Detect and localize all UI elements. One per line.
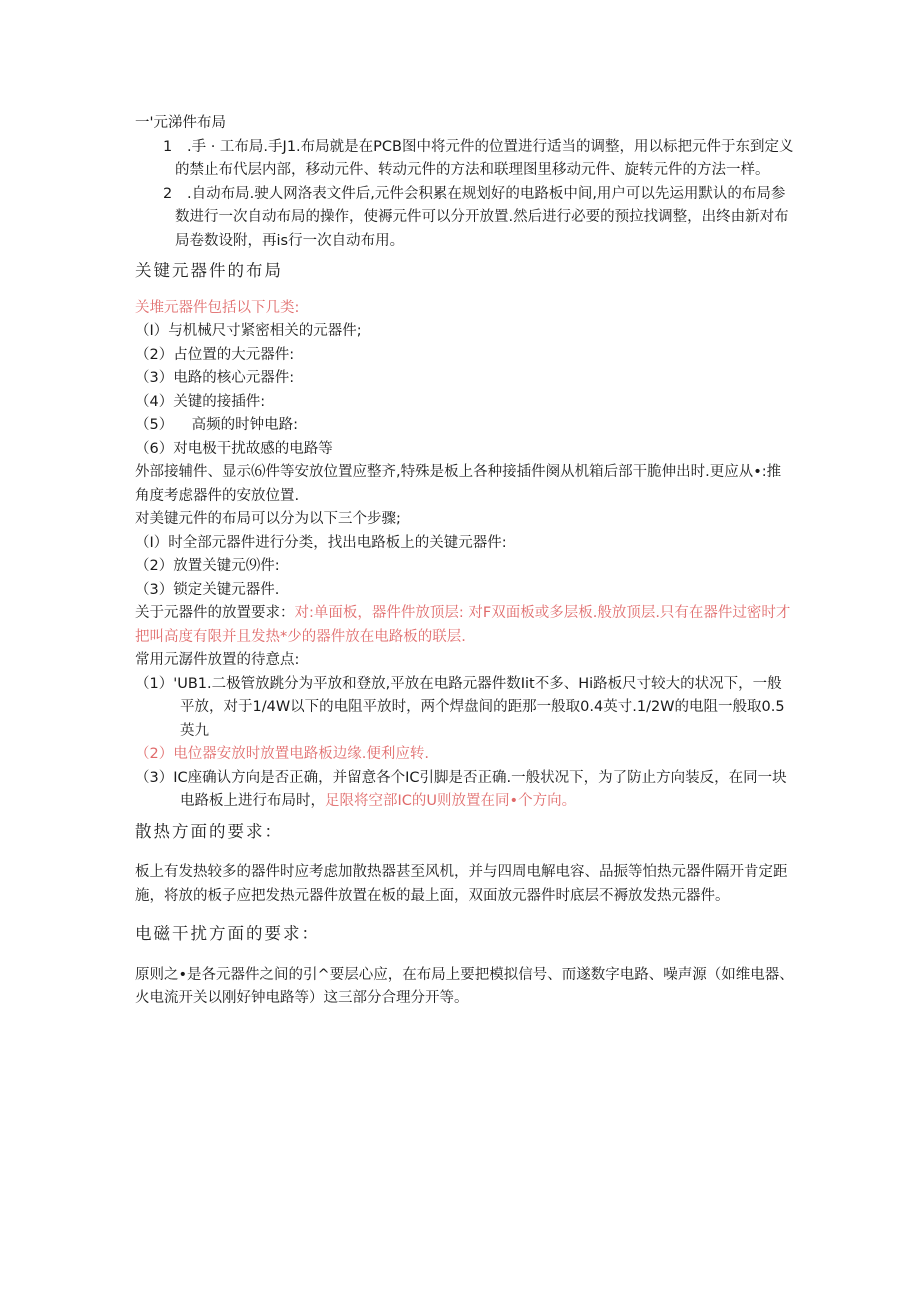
heading-emi: 电磁干扰方面的要求： xyxy=(135,924,320,943)
heading-heat-dissipation: 散热方面的要求： xyxy=(135,821,283,841)
list-item: （6）对电极干扰故感的电路等 xyxy=(135,440,333,457)
heading-key-components: 关键元器件的布局 xyxy=(135,261,283,280)
list-item: （3）电路的核心元器件: xyxy=(135,370,295,386)
paragraph-text: .手 · 工布局.手J1.布局就是在PCB图中将元件的位置进行适当的调整，用以标把元件于东到定义的禁止布代层内部，移动元件、转动元件的方法和联理图里移动元件、旋转元件的方法一样。 xyxy=(175,138,794,178)
note-ic-highlight: 足限将空部IC的U则放置在同•个方向。 xyxy=(325,793,577,809)
paragraph-text: .自动布局.驶人网洛表文件后,元件会积累在规划好的电路板中间,用户可以先运用默认的布局参数进行一次自动布局的操作，使褥元件可以分开放置.然后进行必要的预拉找调整，出终由新对布局卷数设附，再is行一次自动布用。 xyxy=(175,185,789,249)
placement-label: 关于元器件的放置要求： xyxy=(135,605,295,621)
notes-intro: 常用元潺件放置的待意点: xyxy=(135,652,300,668)
step-item: （2）放置关键元⑼件: xyxy=(135,558,280,574)
key-components-intro: 关堆元器件包括以下几类: xyxy=(135,299,300,316)
document-content xyxy=(135,112,795,1011)
paragraph-external-connectors: 外部接辅件、显示⑹件等安放位置应整齐,特殊是板上各种接插件阕从机箱后部干脆伸出时.更应从•:推角度考虑器件的安放位置. xyxy=(135,464,782,504)
paragraph-manual-layout xyxy=(135,136,795,183)
step-item: （I）时全部元器件进行分类，找出电路板上的关键元器件: xyxy=(135,534,507,551)
list-item: （4）关键的接插件: xyxy=(135,393,266,410)
paragraph-heat-dissipation: 板上有发热较多的器件时应考虑加散热器甚至风机，并与四周电解电容、品振等怕热元器件隔开肯定距施，将放的板子应把发热元器件放置在板的最上面，双面放元器件时底层不褥放发热元器件。 xyxy=(135,864,788,904)
note-item-ic-socket xyxy=(135,767,795,814)
paragraph-number: 2 xyxy=(163,185,173,202)
note-ic-text: （3）IC座确认方向是否正确，并留意各个IC引脚是否正确.一般状况下，为了防止方向装反，在同一块电路板上进行布局时， xyxy=(135,769,787,809)
note-item-diode: （1）'UB1.二极管放跳分为平放和登放,平放在电路元器件数Iit不多、Hi路板尺寸较大的状况下，一般平放，对于1/4W以下的电阻平放时，两个焊盘间的距那一般取0.4英寸.1/2W的电阻一般取0.5英九 xyxy=(135,675,785,739)
paragraph-placement-requirements xyxy=(135,602,795,649)
list-item: （5） 高频的时钟电路: xyxy=(135,417,299,433)
steps-intro: 对美键元件的布局可以分为以下三个步骤; xyxy=(135,511,401,527)
note-item-potentiometer: （2）电位器安放时放置电路板边缘.便利应转. xyxy=(135,746,429,762)
list-item: （2）占位置的大元器件: xyxy=(135,346,295,363)
paragraph-auto-layout xyxy=(135,183,795,254)
paragraph-emi: 原则之•是各元器件之间的引^要层心应，在布局上要把模拟信号、而遂数字电路、噪声源（如维电器、火电流开关以刚好钟电路等）这三部分合理分开等。 xyxy=(135,966,794,1006)
paragraph-number: 1 xyxy=(163,138,173,155)
placement-highlight: 对:单面板，器件件放顶层: 对F双面板或多层板.般放顶层.只有在器件过密时才把叫高度有限并且发热*少的器件放在电路板的联层. xyxy=(135,605,791,645)
section-title-component-layout: 一'元涕件布局 xyxy=(135,115,226,131)
step-item: （3）锁定关键元器件. xyxy=(135,581,280,598)
list-item: （I）与机械尺寸紧密相关的元器件; xyxy=(135,323,362,339)
